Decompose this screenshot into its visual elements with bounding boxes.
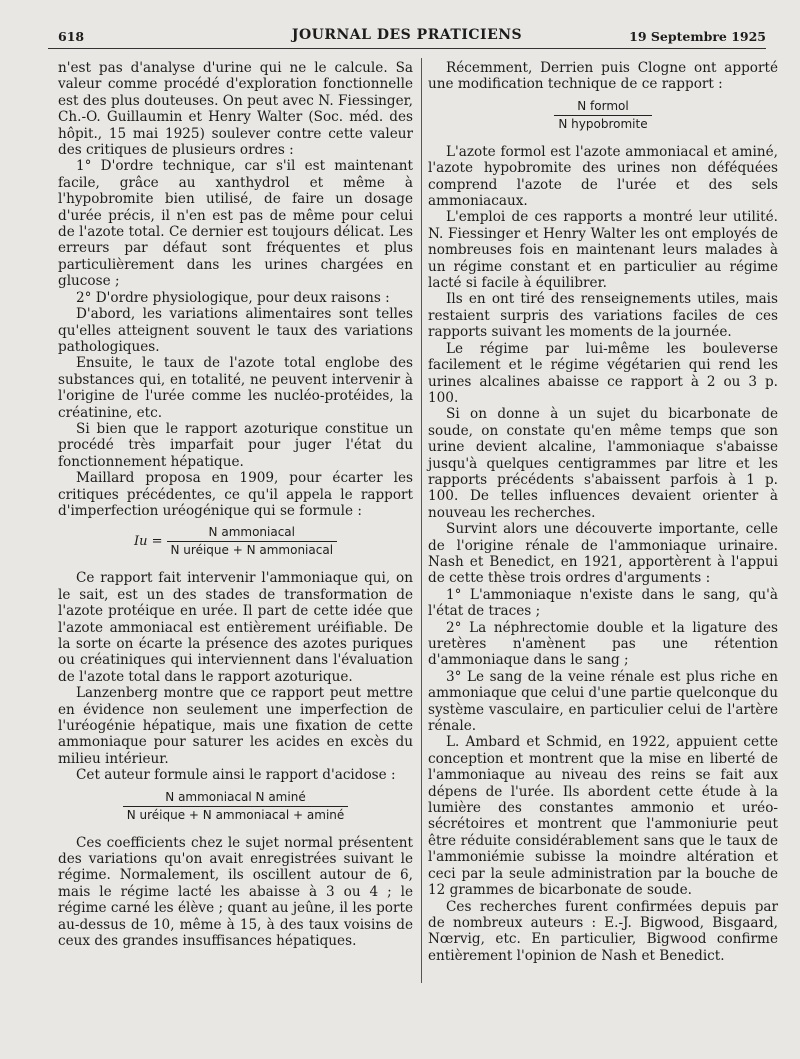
paragraph: Maillard proposa en 1909, pour écarter les critiques précédentes, ce qu'il appela le rapport d'imperfection uréogénique qui se formule : <box>58 470 413 519</box>
paragraph: Le régime par lui-même les bouleverse facilement et le régime végétarien qui rend les urines alcalines abaisse ce rapport à 2 ou 3 p. 100. <box>428 340 778 406</box>
paragraph: L'emploi de ces rapports a montré leur utilité. N. Fiessinger et Henry Walter les ont employés de nombreuses fois en maintenant leurs malades à un régime constant et en particulier au régime lacté si facile à équilibrer. <box>428 209 778 292</box>
paragraph: n'est pas d'analyse d'urine qui ne le calcule. Sa valeur comme procédé d'exploration fonctionnelle est des plus douteuses. On peut avec N. Fiessinger, Ch.-O. Guillaumin et Henry Walter (Soc. méd. des hôpit., 15 mai 1925) soulever contre cette valeur des critiques de plusieurs ordres : <box>58 60 413 159</box>
formula-denominator: N uréique + N ammoniacal + aminé <box>126 807 345 822</box>
paragraph: Ces recherches furent confirmées depuis par de nombreux auteurs : E.-J. Bigwood, Bisgaard, Nœrvig, etc. En particulier, Bigwood confirme entièrement l'opinion de Nash et Benedict. <box>428 898 778 964</box>
paragraph: Survint alors une découverte importante, celle de l'origine rénale de l'ammoniaque urinaire. Nash et Benedict, en 1921, apportèrent à l'appui de cette thèse trois ordres d'arguments : <box>428 521 778 587</box>
paragraph: Ensuite, le taux de l'azote total englobe des substances qui, en totalité, ne peuvent intervenir à l'origine de l'urée comme les nucléo-protéides, la créatinine, etc. <box>58 355 413 421</box>
formula-numerator: N formol <box>554 99 651 116</box>
formula-lhs: Iu = <box>133 534 163 550</box>
formula-numerator: N ammoniacal <box>167 525 338 542</box>
paragraph: Si bien que le rapport azoturique constitue un procédé très imparfait pour juger l'état du fonctionnement hépatique. <box>58 420 413 470</box>
paragraph: 2° D'ordre physiologique, pour deux raisons : <box>76 289 390 306</box>
journal-title: JOURNAL DES PRATICIENS <box>291 27 523 43</box>
formula-rapport-acidose <box>58 790 413 823</box>
formula-denominator: N hypobromite <box>558 116 648 131</box>
formula-fraction <box>167 525 338 558</box>
formula-numerator: N ammoniacal N aminé <box>123 790 349 807</box>
column-divider <box>421 58 422 983</box>
formula-fraction <box>123 790 349 823</box>
paragraph: Lanzenberg montre que ce rapport peut mettre en évidence non seulement une imperfection de l'uréogénie hépatique, mais une fixation de cette ammoniaque pour saturer les acides en excès du milieu intérieur. <box>58 685 413 767</box>
paragraph: Cet auteur formule ainsi le rapport d'acidose : <box>76 767 396 784</box>
left-column <box>58 60 413 950</box>
page-number: 618 <box>58 29 85 44</box>
page-header <box>48 26 766 49</box>
paragraph: 1° L'ammoniaque n'existe dans le sang, qu'à l'état de traces ; <box>428 586 778 620</box>
paragraph: 1° D'ordre technique, car s'il est maintenant facile, grâce au xanthydrol et même à l'hypobromite bien utilisé, de faire un dosage d'urée précis, il n'en est pas de même pour celui de l'azote total. Ce dernier est toujours délicat. Les erreurs par défaut sont fréquentes et plus particulièrement dans les urines chargées en glucose ; <box>58 158 413 290</box>
paragraph: 3° Le sang de la veine rénale est plus riche en ammoniaque que celui d'une partie quelconque du système vasculaire, en particulier celui de l'artère rénale. <box>428 668 778 735</box>
paragraph: Récemment, Derrien puis Clogne ont apporté une modification technique de ce rapport : <box>428 60 778 93</box>
issue-date: 19 Septembre 1925 <box>629 29 766 44</box>
paragraph: Ces coefficients chez le sujet normal présentent des variations qu'on avait enregistrées suivant le régime. Normalement, ils oscillent autour de 6, mais le régime lacté les abaisse à 3 ou 4 ; le régime carné les élève ; quant au jeûne, il les porte au-dessus de 10, même à 15, à des taux voisins de ceux des grandes insuffisances hépatiques. <box>58 834 413 950</box>
paragraph: Ce rapport fait intervenir l'ammoniaque qui, on le sait, est un des stades de transformation de l'azote protéique en urée. Il part de cette idée que l'azote ammoniacal est entièrement uréifiable. De la sorte on écarte la présence des azotes puriques ou créatiniques qui interviennent dans l'évaluation de l'azote total dans le rapport azoturique. <box>58 570 413 685</box>
right-column <box>428 60 778 964</box>
paragraph: Si on donne à un sujet du bicarbonate de soude, on constate qu'en même temps que son urine devient alcaline, l'ammoniaque s'abaisse jusqu'à quelques centigrammes par litre et les rapports précédents s'abaissent parfois à 1 p. 100. De telles influences devaient orienter à nouveau les recherches. <box>428 406 778 521</box>
formula-imperfection-ureogenique <box>58 525 413 558</box>
paragraph: L. Ambard et Schmid, en 1922, appuient cette conception et montrent que la mise en liberté de l'ammoniaque au niveau des reins se fait aux dépens de l'urée. Ils abordent cette étude à la lumière des constantes ammonio et uréo-sécrétoires et montrent que l'ammoniurie peut être réduite considérablement sans que le taux de l'ammoniémie subisse la moindre altération et ceci par la seule administration par la bouche de 12 grammes de bicarbonate de soude. <box>428 734 778 899</box>
paragraph: D'abord, les variations alimentaires sont telles qu'elles atteignent souvent le taux des variations pathologiques. <box>58 306 413 355</box>
formula-fraction <box>554 99 651 132</box>
paragraph: L'azote formol est l'azote ammoniacal et aminé, l'azote hypobromite des urines non déféquées comprend l'azote de l'urée et des sels ammoniacaux. <box>428 143 778 210</box>
formula-denominator: N uréique + N ammoniacal <box>170 543 334 558</box>
paragraph: 2° La néphrectomie double et la ligature des uretères n'amènent pas une rétention d'ammoniaque dans le sang ; <box>428 619 778 669</box>
paragraph: Ils en ont tiré des renseignements utiles, mais restaient surpris des variations faciles de ces rapports suivant les moments de la journée. <box>428 291 778 341</box>
formula-formol-hypobromite <box>428 99 778 132</box>
